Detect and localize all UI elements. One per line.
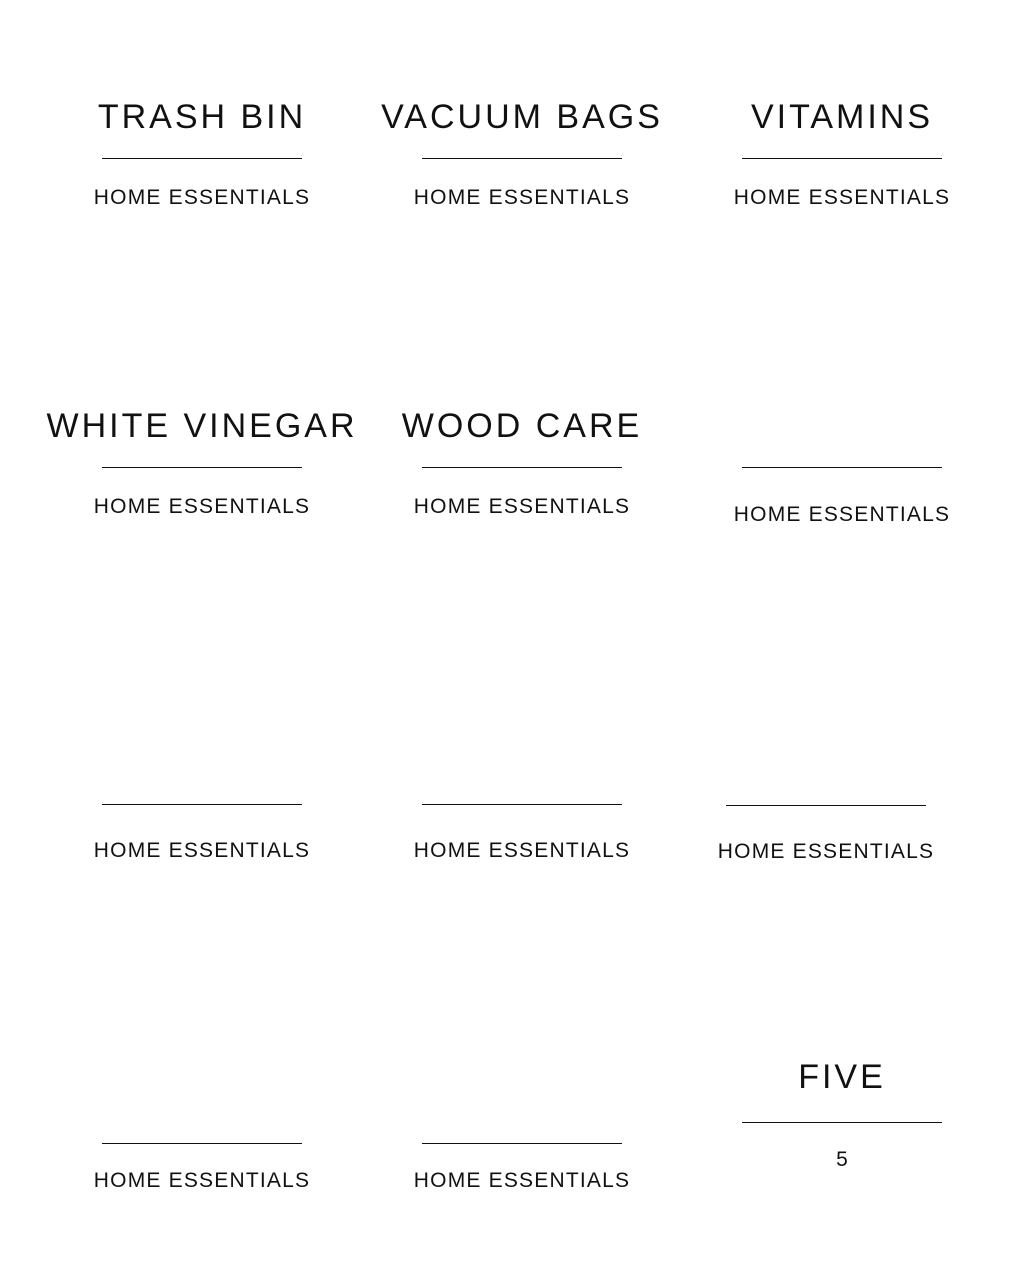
label-title	[666, 739, 986, 779]
label-subtitle: HOME ESSENTIALS	[93, 495, 311, 518]
label-wood-care	[362, 406, 682, 546]
label-subtitle: HOME ESSENTIALS	[413, 186, 631, 209]
label-title	[362, 1078, 682, 1118]
label-subtitle: HOME ESSENTIALS	[413, 495, 631, 518]
label-blank-11	[362, 1078, 682, 1218]
label-divider	[422, 1143, 622, 1144]
label-subtitle: HOME ESSENTIALS	[93, 186, 311, 209]
label-blank-9	[666, 739, 986, 879]
label-divider	[102, 1143, 302, 1144]
label-subtitle: HOME ESSENTIALS	[413, 839, 631, 862]
label-vitamins	[682, 97, 1002, 237]
label-title: WOOD CARE	[401, 407, 643, 445]
label-subtitle: HOME ESSENTIALS	[733, 503, 951, 526]
label-white-vinegar	[42, 406, 362, 546]
label-subtitle: 5	[836, 1148, 848, 1171]
label-title	[42, 739, 362, 779]
label-blank-8	[362, 739, 682, 879]
label-divider	[742, 467, 942, 468]
label-title: VITAMINS	[750, 98, 934, 136]
label-title: FIVE	[798, 1058, 886, 1096]
label-blank-7	[42, 739, 362, 879]
label-divider	[726, 805, 926, 806]
label-trash-bin	[42, 97, 362, 237]
label-subtitle: HOME ESSENTIALS	[733, 186, 951, 209]
label-divider	[102, 158, 302, 159]
label-divider	[102, 467, 302, 468]
label-subtitle: HOME ESSENTIALS	[93, 839, 311, 862]
label-blank-10	[42, 1078, 362, 1218]
label-divider	[422, 158, 622, 159]
label-five	[682, 1057, 1002, 1197]
label-subtitle: HOME ESSENTIALS	[717, 840, 935, 863]
label-title: WHITE VINEGAR	[46, 407, 358, 445]
label-title: VACUUM BAGS	[381, 98, 663, 136]
label-title	[682, 406, 1002, 446]
label-subtitle: HOME ESSENTIALS	[93, 1169, 311, 1192]
label-title	[42, 1078, 362, 1118]
label-divider	[742, 1122, 942, 1123]
label-divider	[422, 467, 622, 468]
label-title	[362, 739, 682, 779]
label-divider	[102, 804, 302, 805]
label-title: TRASH BIN	[97, 98, 307, 136]
label-blank-6	[682, 406, 1002, 546]
label-divider	[742, 158, 942, 159]
label-divider	[422, 804, 622, 805]
label-vacuum-bags	[362, 97, 682, 237]
label-subtitle: HOME ESSENTIALS	[413, 1169, 631, 1192]
